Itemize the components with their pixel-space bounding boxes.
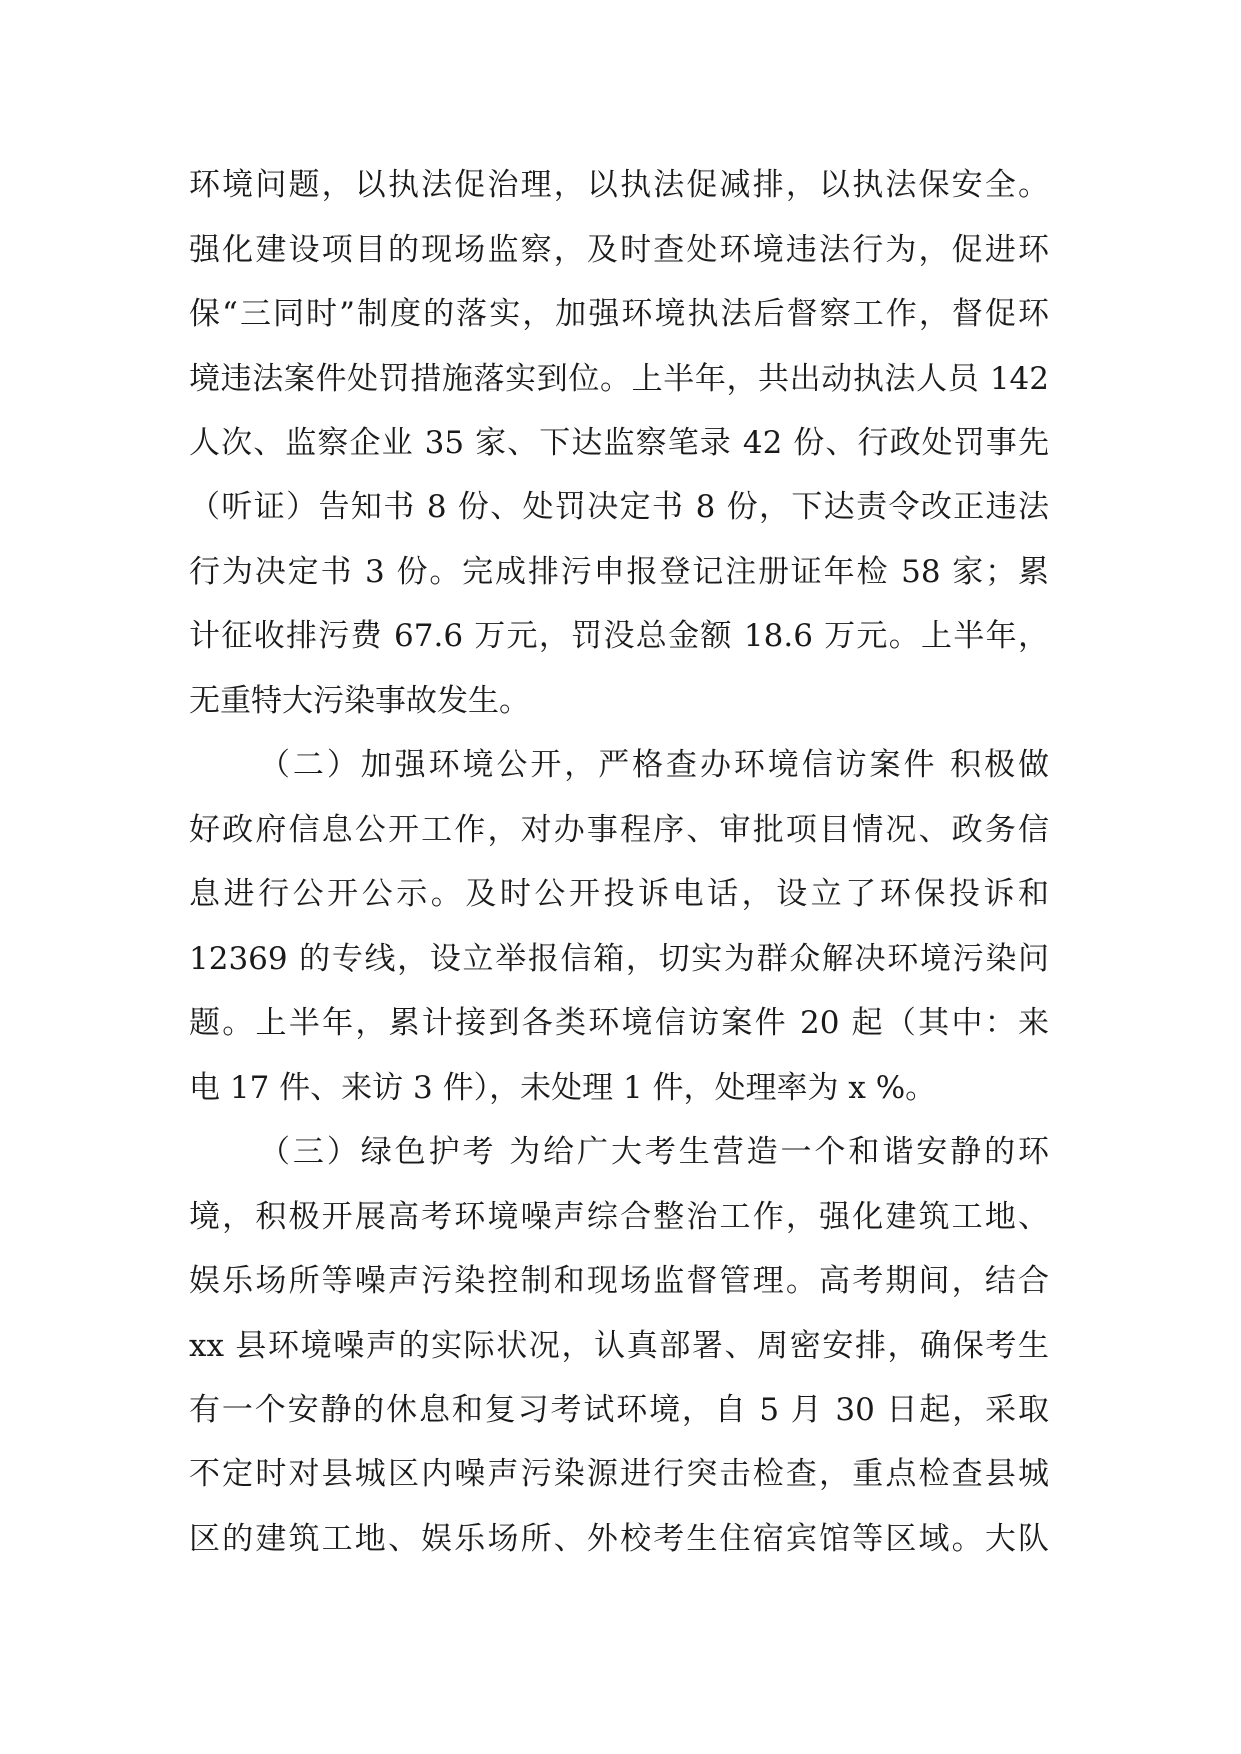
body-text-line: 息进行公开公示。及时公开投诉电话，设立了环保投诉和 — [189, 876, 1049, 912]
body-text-line: 境违法案件处罚措施落实到位。上半年，共出动执法人员 142 — [189, 361, 1049, 397]
body-text-line: 题。上半年，累计接到各类环境信访案件 20 起（其中：来 — [189, 1005, 1049, 1041]
section-heading-line: （三）绿色护考 为给广大考生营造一个和谐安静的环 — [259, 1134, 1049, 1170]
body-text-line: 区的建筑工地、娱乐场所、外校考生住宿宾馆等区域。大队 — [189, 1521, 1049, 1557]
body-text-line: 境，积极开展高考环境噪声综合整治工作，强化建筑工地、 — [189, 1199, 1049, 1235]
body-text-line: 强化建设项目的现场监察，及时查处环境违法行为，促进环 — [189, 232, 1049, 268]
body-text-line: 娱乐场所等噪声污染控制和现场监督管理。高考期间，结合 — [189, 1263, 1049, 1299]
section-heading-line: （二）加强环境公开，严格查办环境信访案件 积极做 — [259, 747, 1049, 783]
body-text-line: 电 17 件、来访 3 件），未处理 1 件，处理率为 x %。 — [189, 1070, 937, 1106]
body-text-line: 人次、监察企业 35 家、下达监察笔录 42 份、行政处罚事先 — [189, 425, 1049, 461]
body-text-line: 环境问题，以执法促治理，以执法促减排，以执法保安全。 — [189, 167, 1049, 203]
body-text-line: 无重特大污染事故发生。 — [189, 683, 530, 719]
body-text-line: 保“三同时”制度的落实，加强环境执法后督察工作，督促环 — [189, 296, 1049, 332]
body-text-line: 行为决定书 3 份。完成排污申报登记注册证年检 58 家；累 — [189, 554, 1049, 590]
body-text-line: 不定时对县城区内噪声污染源进行突击检查，重点检查县城 — [189, 1456, 1049, 1492]
body-text-line: 12369 的专线，设立举报信箱，切实为群众解决环境污染问 — [189, 941, 1049, 977]
body-text-line: 好政府信息公开工作，对办事程序、审批项目情况、政务信 — [189, 812, 1049, 848]
body-text-line: 计征收排污费 67.6 万元，罚没总金额 18.6 万元。上半年， — [189, 618, 1049, 654]
body-text-line: 有一个安静的休息和复习考试环境，自 5 月 30 日起，采取 — [189, 1392, 1049, 1428]
body-text-line: （听证）告知书 8 份、处罚决定书 8 份，下达责令改正违法 — [189, 489, 1049, 525]
body-text-line: xx 县环境噪声的实际状况，认真部署、周密安排，确保考生 — [189, 1328, 1049, 1364]
